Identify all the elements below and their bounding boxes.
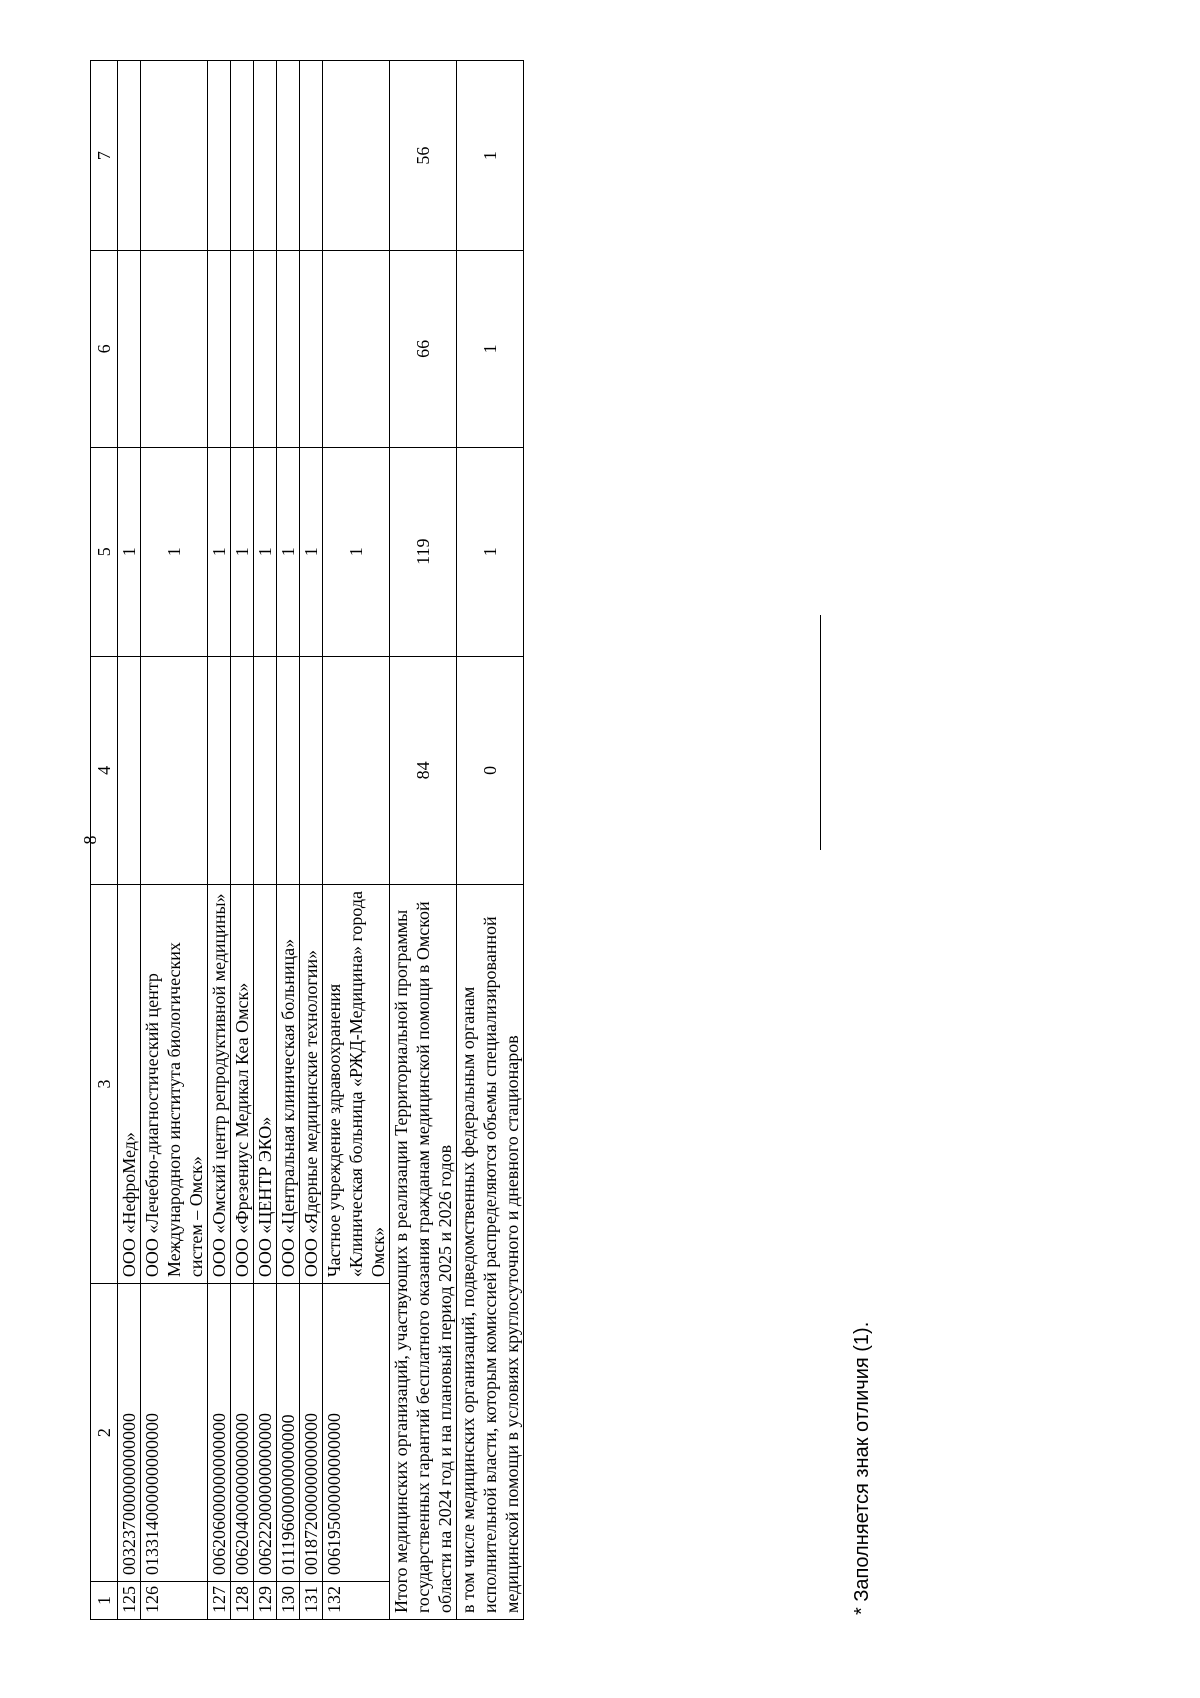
cell-col-5: 1 — [118, 447, 141, 656]
table-row — [118, 61, 141, 1620]
org-code: 011196000000000000 — [277, 1284, 300, 1582]
federal-subtotal-row — [457, 61, 524, 1620]
table-row — [141, 61, 208, 1620]
org-code: 003237000000000000 — [118, 1284, 141, 1582]
subtotal-col-7: 1 — [457, 61, 524, 251]
org-name: ООО «Центральная клиническая больница» — [277, 884, 300, 1283]
header-col-3: 3 — [91, 884, 118, 1283]
org-name: ООО «НефроМед» — [118, 884, 141, 1283]
total-col-5: 119 — [390, 447, 457, 656]
table-row — [323, 61, 390, 1620]
row-number: 132 — [323, 1581, 390, 1619]
cell-col-7 — [141, 61, 208, 251]
cell-col-7 — [300, 61, 323, 251]
total-label: Итого медицинских организаций, участвующих в реализации Территориальной программы государственных гарантий бесплатного оказания гражданам медицинской помощи в Омской области на 2024 год и на плановый период 2025 и 2026 годов — [390, 884, 457, 1619]
cell-col-7 — [277, 61, 300, 251]
org-name: ООО «ЦЕНТР ЭКО» — [254, 884, 277, 1283]
org-name: ООО «Ядерные медицинские технологии» — [300, 884, 323, 1283]
cell-col-5: 1 — [323, 447, 390, 656]
header-col-2: 2 — [91, 1284, 118, 1582]
cell-col-5: 1 — [231, 447, 254, 656]
subtotal-col-5: 1 — [457, 447, 524, 656]
cell-col-4 — [231, 656, 254, 884]
cell-col-4 — [141, 656, 208, 884]
organizations-table — [90, 60, 524, 1620]
footnote-divider — [820, 615, 821, 850]
total-col-6: 66 — [390, 251, 457, 447]
cell-col-6 — [300, 251, 323, 447]
cell-col-5: 1 — [208, 447, 231, 656]
cell-col-7 — [118, 61, 141, 251]
cell-col-7 — [231, 61, 254, 251]
cell-col-6 — [141, 251, 208, 447]
row-number: 131 — [300, 1581, 323, 1619]
cell-col-5: 1 — [254, 447, 277, 656]
subtotal-label: в том числе медицинских организаций, подведомственных федеральным органам исполнительной власти, которым комиссией распределяются объемы специализированной медицинской помощи в условиях круглосуточного и дневного стационаров — [457, 884, 524, 1619]
cell-col-4 — [323, 656, 390, 884]
org-code: 006204000000000000 — [231, 1284, 254, 1582]
cell-col-6 — [208, 251, 231, 447]
cell-col-7 — [323, 61, 390, 251]
org-code: 006195000000000000 — [323, 1284, 390, 1582]
header-col-5: 5 — [91, 447, 118, 656]
table-row — [254, 61, 277, 1620]
cell-col-5: 1 — [277, 447, 300, 656]
table-row — [231, 61, 254, 1620]
cell-col-6 — [231, 251, 254, 447]
total-row — [390, 61, 457, 1620]
header-col-7: 7 — [91, 61, 118, 251]
header-row — [91, 61, 118, 1620]
cell-col-4 — [254, 656, 277, 884]
cell-col-4 — [208, 656, 231, 884]
cell-col-6 — [254, 251, 277, 447]
cell-col-7 — [208, 61, 231, 251]
row-number: 128 — [231, 1581, 254, 1619]
org-code: 006206000000000000 — [208, 1284, 231, 1582]
table-row — [300, 61, 323, 1620]
cell-col-4 — [277, 656, 300, 884]
row-number: 126 — [141, 1581, 208, 1619]
footnote: * Заполняется знак отличия (1). — [851, 1321, 873, 1615]
subtotal-col-6: 1 — [457, 251, 524, 447]
row-number: 127 — [208, 1581, 231, 1619]
page-number: 8 — [80, 835, 100, 845]
row-number: 129 — [254, 1581, 277, 1619]
org-name: ООО «Фрезениус Медикал Кеа Омск» — [231, 884, 254, 1283]
row-number: 125 — [118, 1581, 141, 1619]
cell-col-6 — [277, 251, 300, 447]
cell-col-7 — [254, 61, 277, 251]
subtotal-col-4: 0 — [457, 656, 524, 884]
header-col-6: 6 — [91, 251, 118, 447]
header-col-1: 1 — [91, 1581, 118, 1619]
cell-col-4 — [118, 656, 141, 884]
table-row — [208, 61, 231, 1620]
row-number: 130 — [277, 1581, 300, 1619]
rotated-page — [80, 60, 1160, 1620]
total-col-4: 84 — [390, 656, 457, 884]
cell-col-6 — [323, 251, 390, 447]
cell-col-6 — [118, 251, 141, 447]
org-name: ООО «Омский центр репродуктивной медицины» — [208, 884, 231, 1283]
org-code: 013314000000000000 — [141, 1284, 208, 1582]
cell-col-5: 1 — [141, 447, 208, 656]
org-code: 001872000000000000 — [300, 1284, 323, 1582]
org-name: Частное учреждение здравоохранения «Клиническая больница «РЖД-Медицина» города Омск» — [323, 884, 390, 1283]
table-row — [277, 61, 300, 1620]
cell-col-5: 1 — [300, 447, 323, 656]
org-name: ООО «Лечебно-диагностический центр Международного института биологических систем – Омск» — [141, 884, 208, 1283]
header-col-4: 4 — [91, 656, 118, 884]
org-code: 006222000000000000 — [254, 1284, 277, 1582]
cell-col-4 — [300, 656, 323, 884]
total-col-7: 56 — [390, 61, 457, 251]
